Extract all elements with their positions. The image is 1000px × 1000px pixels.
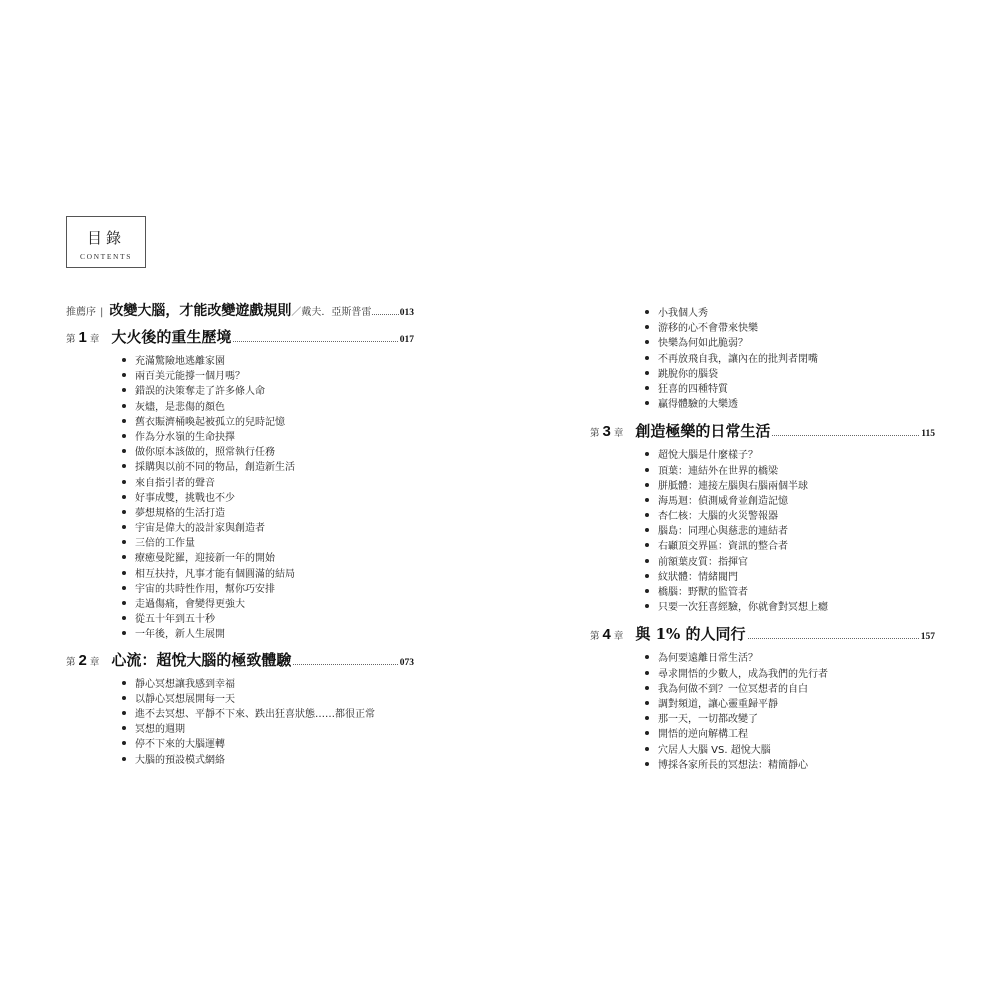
section-item[interactable] <box>645 397 935 412</box>
section-item-label: 灰燼，是悲傷的顏色 <box>135 401 225 413</box>
section-item-label: 尋求開悟的少數人，成為我們的先行者 <box>658 668 828 680</box>
section-item[interactable] <box>645 600 935 615</box>
bullet-icon <box>122 601 126 605</box>
section-item-label: 三倍的工作量 <box>135 538 195 550</box>
bullet-icon <box>645 401 649 405</box>
preface-author: ／戴夫．亞斯普雷 <box>291 307 372 318</box>
chapter-heading[interactable] <box>66 649 414 677</box>
section-item-label: 腦島：同理心與慈悲的連結者 <box>658 526 788 538</box>
bullet-icon <box>645 701 649 705</box>
bullet-icon <box>645 543 649 547</box>
section-item-label: 胼胝體：連接左腦與右腦兩個半球 <box>658 480 808 492</box>
section-item-label: 不再放飛自我，讓內在的批判者閉嘴 <box>658 353 818 365</box>
bullet-icon <box>122 571 126 575</box>
chapter-number: 2 <box>78 651 87 669</box>
section-item[interactable] <box>122 737 414 752</box>
section-item-label: 冥想的週期 <box>135 724 185 736</box>
preface-entry[interactable] <box>66 300 414 326</box>
bullet-icon <box>122 404 126 408</box>
section-item-label: 靜心冥想讓我感到幸福 <box>135 678 235 690</box>
bullet-icon <box>122 555 126 559</box>
section-item[interactable] <box>122 551 414 566</box>
chapter-title: 大火後的重生歷境 <box>111 328 232 346</box>
chapter-page: 017 <box>399 335 414 345</box>
section-item-label: 做你原本該做的，照常執行任務 <box>135 447 275 459</box>
section-item-label: 海馬迴：偵測威脅並創造記憶 <box>658 495 788 507</box>
bullet-icon <box>645 747 649 751</box>
toc-title-zh: 目錄 <box>86 229 125 247</box>
chapter-heading[interactable] <box>590 623 935 651</box>
section-item-label: 一年後，新人生展開 <box>135 629 225 641</box>
bullet-icon <box>645 589 649 593</box>
section-item-label: 狂喜的四種特質 <box>658 383 728 395</box>
bullet-icon <box>645 762 649 766</box>
chapter-heading[interactable] <box>66 326 414 354</box>
bullet-icon <box>122 616 126 620</box>
section-item[interactable] <box>645 494 935 509</box>
section-item[interactable] <box>122 722 414 737</box>
section-item-label: 右顳頂交界區：資訊的整合者 <box>658 541 788 553</box>
section-item[interactable] <box>122 491 414 506</box>
section-item[interactable] <box>645 667 935 682</box>
section-item-label: 舊衣賑濟桶喚起被孤立的兒時記憶 <box>135 416 285 428</box>
section-item[interactable] <box>645 524 935 539</box>
section-item[interactable] <box>122 536 414 551</box>
bullet-icon <box>645 325 649 329</box>
section-list <box>66 677 414 768</box>
section-item[interactable] <box>645 382 935 397</box>
bullet-icon <box>122 510 126 514</box>
section-item-label: 走過傷痛，會變得更強大 <box>135 599 245 610</box>
dot-leader <box>233 341 397 342</box>
section-item[interactable] <box>645 743 935 758</box>
toc-header-box <box>66 216 146 268</box>
section-item[interactable] <box>122 597 414 612</box>
section-item[interactable] <box>645 651 935 666</box>
bullet-icon <box>645 310 649 314</box>
section-item[interactable] <box>645 697 935 712</box>
section-item-label: 前額葉皮質：指揮官 <box>658 556 748 568</box>
chapter-suffix: 章 <box>613 428 624 440</box>
section-item-label: 贏得體驗的大樂透 <box>658 399 738 411</box>
chapter-heading[interactable] <box>590 420 935 448</box>
continued-section-list <box>590 306 935 412</box>
chapter-page: 115 <box>921 429 935 440</box>
bullet-icon <box>122 434 126 438</box>
bullet-icon <box>122 449 126 453</box>
section-item[interactable] <box>645 321 935 336</box>
section-list <box>590 448 935 615</box>
chapter-prefix: 第 <box>590 631 600 643</box>
chapter-title: 創造極樂的日常生活 <box>635 422 771 441</box>
section-item-label: 進不去冥想、平靜不下來、跌出狂喜狀態……都很正常 <box>135 708 375 720</box>
bullet-icon <box>122 757 126 761</box>
section-item-label: 只要一次狂喜經驗，你就會對冥想上癮 <box>658 602 828 614</box>
bullet-icon <box>122 741 126 745</box>
preface-title: 改變大腦，才能改變遊戲規則 <box>109 303 292 319</box>
section-item[interactable] <box>122 677 414 692</box>
bullet-icon <box>645 356 649 360</box>
preface-label: 推薦序 <box>66 307 96 318</box>
bullet-icon <box>122 631 126 635</box>
bullet-icon <box>645 498 649 502</box>
section-item[interactable] <box>645 585 935 600</box>
section-item-label: 游移的心不會帶來快樂 <box>658 323 758 335</box>
section-item-label: 夢想規格的生活打造 <box>135 507 225 519</box>
chapter-prefix: 第 <box>66 656 76 668</box>
section-item[interactable] <box>645 306 935 321</box>
section-item-label: 停不下來的大腦運轉 <box>135 739 225 751</box>
section-item[interactable] <box>645 464 935 479</box>
section-item[interactable] <box>122 506 414 521</box>
section-item[interactable] <box>645 682 935 697</box>
bullet-icon <box>122 419 126 423</box>
section-item[interactable] <box>645 352 935 367</box>
preface-separator: | <box>100 307 104 318</box>
bullet-icon <box>645 371 649 375</box>
section-item[interactable] <box>645 367 935 382</box>
section-item-label: 採購與以前不同的物品，創造新生活 <box>135 462 295 474</box>
section-item[interactable] <box>645 336 935 351</box>
section-item-label: 以靜心冥想展開每一天 <box>135 693 235 705</box>
section-item[interactable] <box>122 430 414 445</box>
section-item[interactable] <box>645 712 935 727</box>
section-item-label: 小我個人秀 <box>658 308 708 319</box>
chapter-suffix: 章 <box>89 334 100 345</box>
section-item[interactable] <box>122 384 414 399</box>
chapter-prefix: 第 <box>66 334 76 345</box>
bullet-icon <box>645 468 649 472</box>
bullet-icon <box>645 655 649 659</box>
bullet-icon <box>122 495 126 499</box>
bullet-icon <box>122 586 126 590</box>
section-item-label: 頂葉：連結外在世界的橋梁 <box>658 465 778 477</box>
section-item-label: 錯誤的決策奪走了許多條人命 <box>135 386 265 398</box>
section-item-label: 相互扶持，凡事才能有個圓滿的結局 <box>135 568 295 580</box>
chapter-number: 4 <box>602 626 611 644</box>
bullet-icon <box>122 696 126 700</box>
section-item[interactable] <box>122 415 414 430</box>
bullet-icon <box>122 540 126 544</box>
section-item[interactable] <box>122 445 414 460</box>
bullet-icon <box>645 671 649 675</box>
section-item-label: 快樂為何如此脆弱？ <box>658 338 748 350</box>
bullet-icon <box>122 464 126 468</box>
section-item-label: 好事成雙，挑戰也不少 <box>135 492 235 504</box>
section-item[interactable] <box>122 707 414 722</box>
bullet-icon <box>645 574 649 578</box>
dot-leader <box>772 435 919 436</box>
right-column <box>590 306 935 781</box>
bullet-icon <box>122 681 126 685</box>
section-item[interactable] <box>122 692 414 707</box>
section-item-label: 宇宙的共時性作用，幫你巧安排 <box>135 583 275 595</box>
section-item-label: 我為何做不到？一位冥想者的自白 <box>658 683 808 695</box>
section-item[interactable] <box>122 521 414 536</box>
section-item[interactable] <box>122 400 414 415</box>
section-list <box>66 354 414 643</box>
section-item-label: 調對頻道，讓心靈重歸平靜 <box>658 698 778 710</box>
bullet-icon <box>122 358 126 362</box>
section-item[interactable] <box>122 627 414 642</box>
bullet-icon <box>122 711 126 715</box>
bullet-icon <box>645 731 649 735</box>
section-item-label: 超悅大腦是什麼樣子？ <box>658 450 758 462</box>
chapter-suffix: 章 <box>89 656 100 668</box>
dot-leader <box>748 638 919 639</box>
bullet-icon <box>645 513 649 517</box>
chapter-title: 與 1% 的人同行 <box>635 625 746 644</box>
chapter-number: 1 <box>78 329 87 346</box>
chapter-prefix: 第 <box>590 428 600 440</box>
section-item[interactable] <box>122 476 414 491</box>
section-item-label: 來自指引者的聲音 <box>135 477 215 489</box>
bullet-icon <box>122 480 126 484</box>
section-item[interactable] <box>122 582 414 597</box>
section-item[interactable] <box>122 354 414 369</box>
section-item[interactable] <box>645 758 935 773</box>
bullet-icon <box>645 386 649 390</box>
bullet-icon <box>645 528 649 532</box>
bullet-icon <box>122 726 126 730</box>
section-item-label: 兩百美元能撐一個月嗎？ <box>135 371 245 383</box>
chapter-page: 157 <box>920 632 935 643</box>
section-item-label: 穴居人大腦 VS. 超悅大腦 <box>658 744 771 756</box>
section-item[interactable] <box>645 509 935 524</box>
preface-page: 013 <box>399 308 414 318</box>
section-item-label: 為何要遠離日常生活？ <box>658 653 758 665</box>
section-item[interactable] <box>645 570 935 585</box>
bullet-icon <box>122 388 126 392</box>
bullet-icon <box>645 452 649 456</box>
section-item-label: 宇宙是偉大的設計家與創造者 <box>135 523 265 535</box>
section-item-label: 作為分水嶺的生命抉擇 <box>135 431 235 443</box>
bullet-icon <box>645 604 649 608</box>
toc-title-en: CONTENTS <box>80 252 132 261</box>
section-item[interactable] <box>122 567 414 582</box>
section-item[interactable] <box>645 727 935 742</box>
section-item-label: 博採各家所長的冥想法：精簡靜心 <box>658 759 808 771</box>
bullet-icon <box>645 559 649 563</box>
section-item[interactable] <box>122 460 414 475</box>
chapter-number: 3 <box>602 423 611 441</box>
section-item-label: 杏仁核：大腦的火災警報器 <box>658 511 778 523</box>
section-item-label: 從五十年到五十秒 <box>135 614 215 626</box>
section-item[interactable] <box>645 539 935 554</box>
bullet-icon <box>122 373 126 377</box>
bullet-icon <box>645 340 649 344</box>
section-item[interactable] <box>645 555 935 570</box>
section-item[interactable] <box>122 612 414 627</box>
section-item-label: 大腦的預設模式網絡 <box>135 754 225 766</box>
section-item-label: 療癒曼陀羅，迎接新一年的開始 <box>135 553 275 565</box>
bullet-icon <box>645 686 649 690</box>
dot-leader <box>372 314 398 315</box>
section-item[interactable] <box>645 479 935 494</box>
chapter-title: 心流：超悅大腦的極致體驗 <box>111 650 292 669</box>
bullet-icon <box>122 525 126 529</box>
section-item-label: 橋腦：野獸的監管者 <box>658 587 748 598</box>
left-chapter-list <box>66 326 414 768</box>
bullet-icon <box>645 716 649 720</box>
section-item[interactable] <box>122 753 414 768</box>
section-item-label: 紋狀體：情緒閥門 <box>658 571 738 583</box>
chapter-suffix: 章 <box>613 631 624 643</box>
section-item-label: 那一天，一切都改變了 <box>658 714 758 726</box>
section-item-label: 跳脫你的腦袋 <box>658 368 718 380</box>
section-item[interactable] <box>122 369 414 384</box>
section-item[interactable] <box>645 448 935 463</box>
section-list <box>590 651 935 773</box>
chapter-page: 073 <box>399 657 414 668</box>
section-item-label: 開悟的逆向解構工程 <box>658 729 748 741</box>
left-column <box>66 300 414 774</box>
dot-leader <box>293 664 397 665</box>
section-item-label: 充滿驚險地逃離家園 <box>135 356 225 367</box>
bullet-icon <box>645 483 649 487</box>
